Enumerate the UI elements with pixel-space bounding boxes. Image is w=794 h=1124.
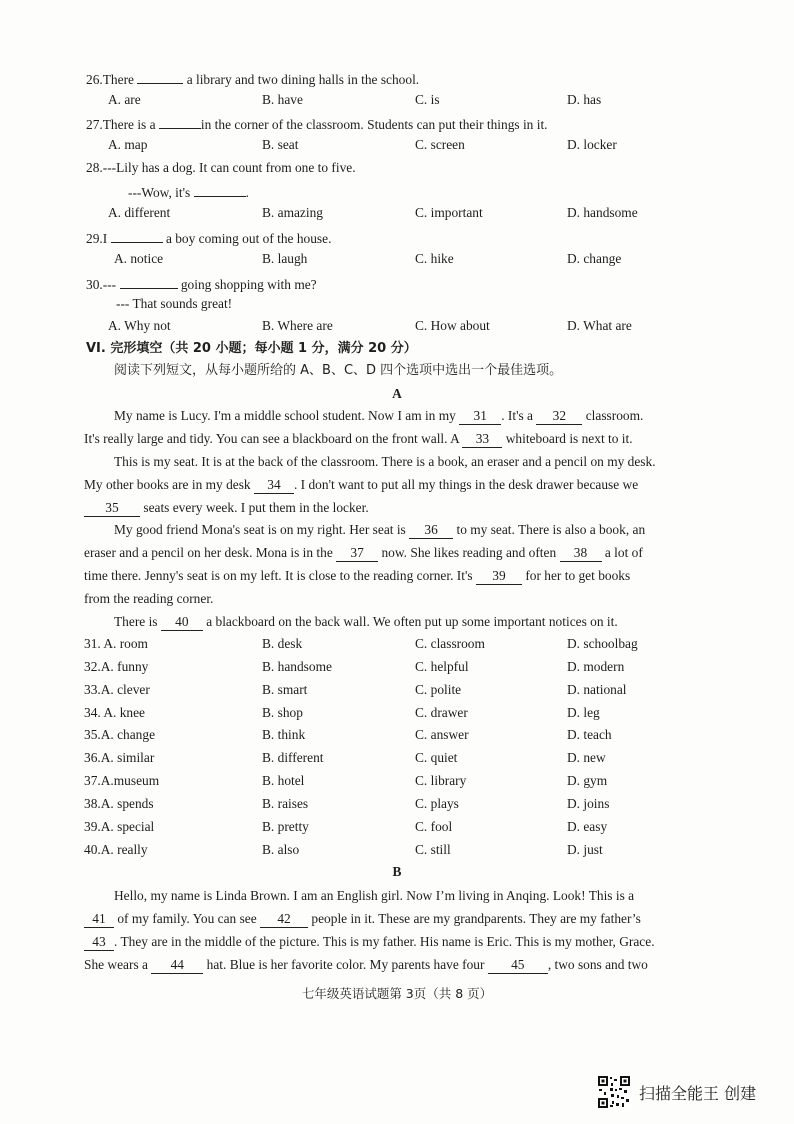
option-row: 37.A.museum B. hotel C. library D. gym: [84, 773, 608, 788]
passage-b-line: She wears a 44 hat. Blue is her favorite color. My parents have four 45 , two sons and two: [84, 957, 648, 972]
passage-a-label: A: [392, 386, 402, 401]
options-29: A. notice B. laugh C. hike D. change: [114, 251, 622, 266]
option-row: 31. A. room B. desk C. classroom D. schoolbag: [84, 636, 638, 651]
blank-31: 31: [459, 408, 501, 425]
page-footer: 七年级英语试题第 3页（共 8 页）: [301, 986, 493, 1001]
blank-41: 41: [84, 911, 114, 928]
blank-32: 32: [536, 408, 582, 425]
blank-35: 35: [84, 500, 140, 517]
passage-b-line: Hello, my name is Linda Brown. I am an English girl. Now I’m living in Anqing. Look! This is a: [114, 888, 635, 903]
passage-a-line: This is my seat. It is at the back of the classroom. There is a book, an eraser and a pencil on my desk.: [114, 454, 656, 469]
options-26: A. are B. have C. is D. has: [108, 92, 602, 107]
passage-a-line: from the reading corner.: [84, 591, 214, 606]
blank-40: 40: [161, 614, 203, 631]
passage-a-line: My other books are in my desk 34 . I don't want to put all my things in the desk drawer because we: [84, 477, 639, 492]
blank-44: 44: [151, 957, 203, 974]
question-30: 30.--- going shopping with me?: [0, 272, 794, 292]
options-28: A. different B. amazing C. important D. handsome: [108, 205, 638, 220]
answer-blank: [120, 272, 178, 289]
blank-38: 38: [560, 545, 602, 562]
blank-36: 36: [409, 522, 453, 539]
passage-a-line: My good friend Mona's seat is on my right. Her seat is 36 to my seat. There is also a book, an: [114, 522, 646, 537]
question-30-line2: --- That sounds great!: [116, 296, 233, 311]
answer-blank: [194, 180, 246, 197]
qr-code-icon: [597, 1075, 631, 1109]
option-row: 33.A. clever B. smart C. polite D. national: [84, 682, 627, 697]
blank-34: 34: [254, 477, 294, 494]
passage-a-line: time there. Jenny's seat is on my left. It is close to the reading corner. It's 39 for her to get books: [84, 568, 631, 583]
blank-39: 39: [476, 568, 522, 585]
watermark-text: 扫描全能王 创建: [639, 1084, 757, 1103]
question-26: 26.There a library and two dining halls in the school.: [0, 67, 794, 87]
options-30: A. Why not B. Where are C. How about D. What are: [108, 318, 632, 333]
option-row: 40.A. really B. also C. still D. just: [84, 842, 603, 857]
option-row: 35.A. change B. think C. answer D. teach: [84, 727, 612, 742]
section-instruction: 阅读下列短文，从每小题所给的 A、B、C、D 四个选项中选出一个最佳选项。: [114, 363, 563, 378]
passage-b-line: 43 . They are in the middle of the picture. This is my father. His name is Eric. This is my mother, Grace.: [0, 932, 794, 952]
option-row: 38.A. spends B. raises C. plays D. joins: [84, 796, 610, 811]
passage-a-line: It's really large and tidy. You can see a blackboard on the front wall. A 33 whiteboard is next to it.: [84, 431, 633, 446]
passage-a-line: There is 40 a blackboard on the back wall. We often put up some important notices on it.: [114, 614, 618, 629]
question-28-line2: ---Wow, it's .: [0, 180, 794, 200]
question-28: 28.---Lily has a dog. It can count from one to five.: [86, 160, 356, 175]
blank-45: 45: [488, 957, 548, 974]
option-row: 34. A. knee B. shop C. drawer D. leg: [84, 705, 600, 720]
answer-blank: [111, 226, 163, 243]
option-row: 32.A. funny B. handsome C. helpful D. modern: [84, 659, 625, 674]
passage-a-line: My name is Lucy. I'm a middle school student. Now I am in my 31 . It's a 32 classroom.: [114, 408, 644, 423]
option-row: 36.A. similar B. different C. quiet D. new: [84, 750, 606, 765]
passage-a-line: eraser and a pencil on her desk. Mona is in the 37 now. She likes reading and often 38 a lot of: [84, 545, 643, 560]
option-row: 39.A. special B. pretty C. fool D. easy: [84, 819, 608, 834]
answer-blank: [137, 67, 183, 84]
blank-42: 42: [260, 911, 308, 928]
passage-b-line: 41 of my family. You can see 42 people in it. These are my grandparents. They are my father’s: [0, 909, 794, 929]
passage-b-label: B: [392, 864, 402, 879]
blank-37: 37: [336, 545, 378, 562]
blank-33: 33: [462, 431, 502, 448]
passage-a-line: 35 seats every week. I put them in the locker.: [0, 498, 794, 518]
section-title: VI. 完形填空（共 20 小题；每小题 1 分，满分 20 分）: [86, 341, 417, 356]
answer-blank: [159, 112, 201, 129]
question-29: 29.I a boy coming out of the house.: [0, 226, 794, 246]
options-27: A. map B. seat C. screen D. locker: [108, 137, 617, 152]
question-27: 27.There is a in the corner of the classroom. Students can put their things in it.: [0, 112, 794, 132]
blank-43: 43: [84, 934, 114, 951]
